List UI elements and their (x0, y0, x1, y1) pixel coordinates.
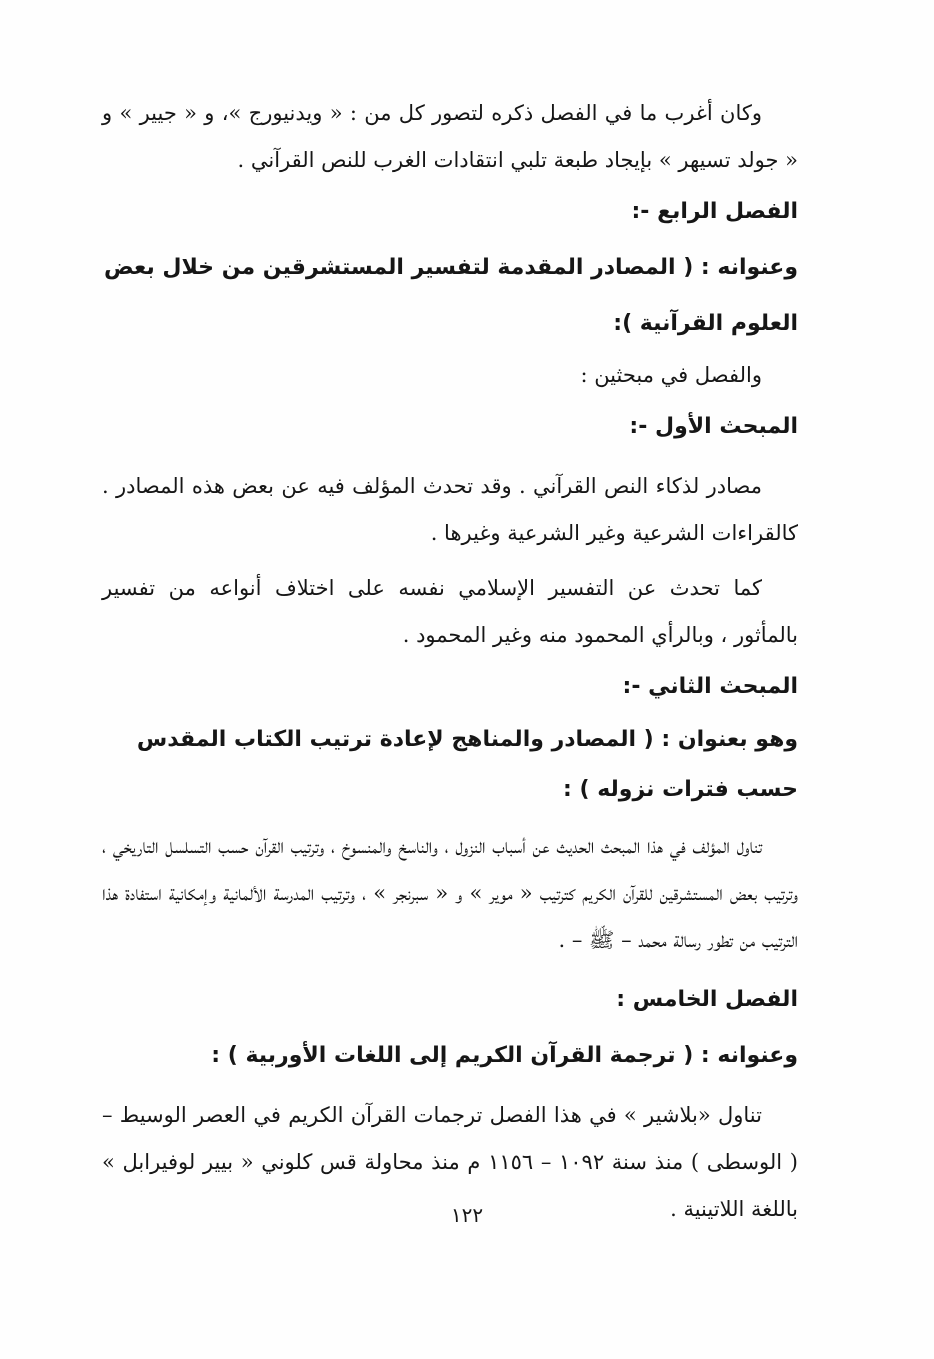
chapter-5-title: وعنوانه : ( ترجمة القرآن الكريم إلى اللغات الأوربية ) : (211, 1043, 798, 1068)
paragraph-intro: وكان أغرب ما في الفصل ذكره لتصور كل من : « ويدنيورج »، و « جيير » و « جولد تسيهر » بإيجاد طبعة تلبي انتقادات الغرب للنص القرآني . (102, 101, 798, 172)
paragraph-sources: مصادر لذكاء النص القرآني . وقد تحدث المؤلف فيه عن بعض هذه المصادر . كالقراءات الشرعية وغير الشرعية وغيرها . (102, 474, 798, 545)
section-2-title: وهو بعنوان : ( المصادر والمناهج لإعادة ترتيب الكتاب المقدس حسب فترات نزوله ) : (136, 727, 798, 802)
section-1-heading: المبحث الأول -: (629, 414, 798, 439)
spacer (102, 815, 798, 823)
spacer (102, 455, 798, 463)
paragraph-tafsir: كما تحدث عن التفسير الإسلامي نفسه على اختلاف أنواعه من تفسير بالمأثور ، وبالرأي المحمود منه وغير المحمود . (102, 576, 798, 647)
section-2-heading: المبحث الثاني -: (622, 674, 798, 699)
paragraph-translations: تناول «بلاشير » في هذا الفصل ترجمات القرآن الكريم في العصر الوسيط – ( الوسطى ) منذ سنة ١٠٩٢ – ١١٥٦ م منذ محاولة قس كلوني « بيير لوفيرابل » باللغة اللاتينية . (102, 1103, 798, 1221)
page-body (102, 90, 798, 1233)
paragraph-revelation: تناول المؤلف في هذا المبحث الحديث عن أسباب النزول ، والناسخ والمنسوخ ، وترتيب القرآن حسب التسلسل التاريخي ، وترتيب بعض المستشرقين للقرآن الكريم كترتيب « موير » و « سبرنجر » ، وترتيب المدرسة الألمانية وإمكانية استفادة هذا الترتيب من تطور رسالة محمد – ﷺ – . (102, 834, 798, 952)
chapter-4-title: وعنوانه : ( المصادر المقدمة لتفسير المستشرقين من خلال بعض العلوم القرآنية ): (104, 255, 798, 336)
paragraph-two-sections: والفصل في مبحثين : (580, 363, 762, 387)
chapter-5-heading: الفصل الخامس : (616, 987, 798, 1012)
spacer (102, 964, 798, 972)
chapter-4-heading: الفصل الرابع -: (631, 199, 798, 224)
spacer (102, 557, 798, 565)
spacer (102, 1084, 798, 1092)
page-number: ١٢٢ (450, 1203, 484, 1227)
